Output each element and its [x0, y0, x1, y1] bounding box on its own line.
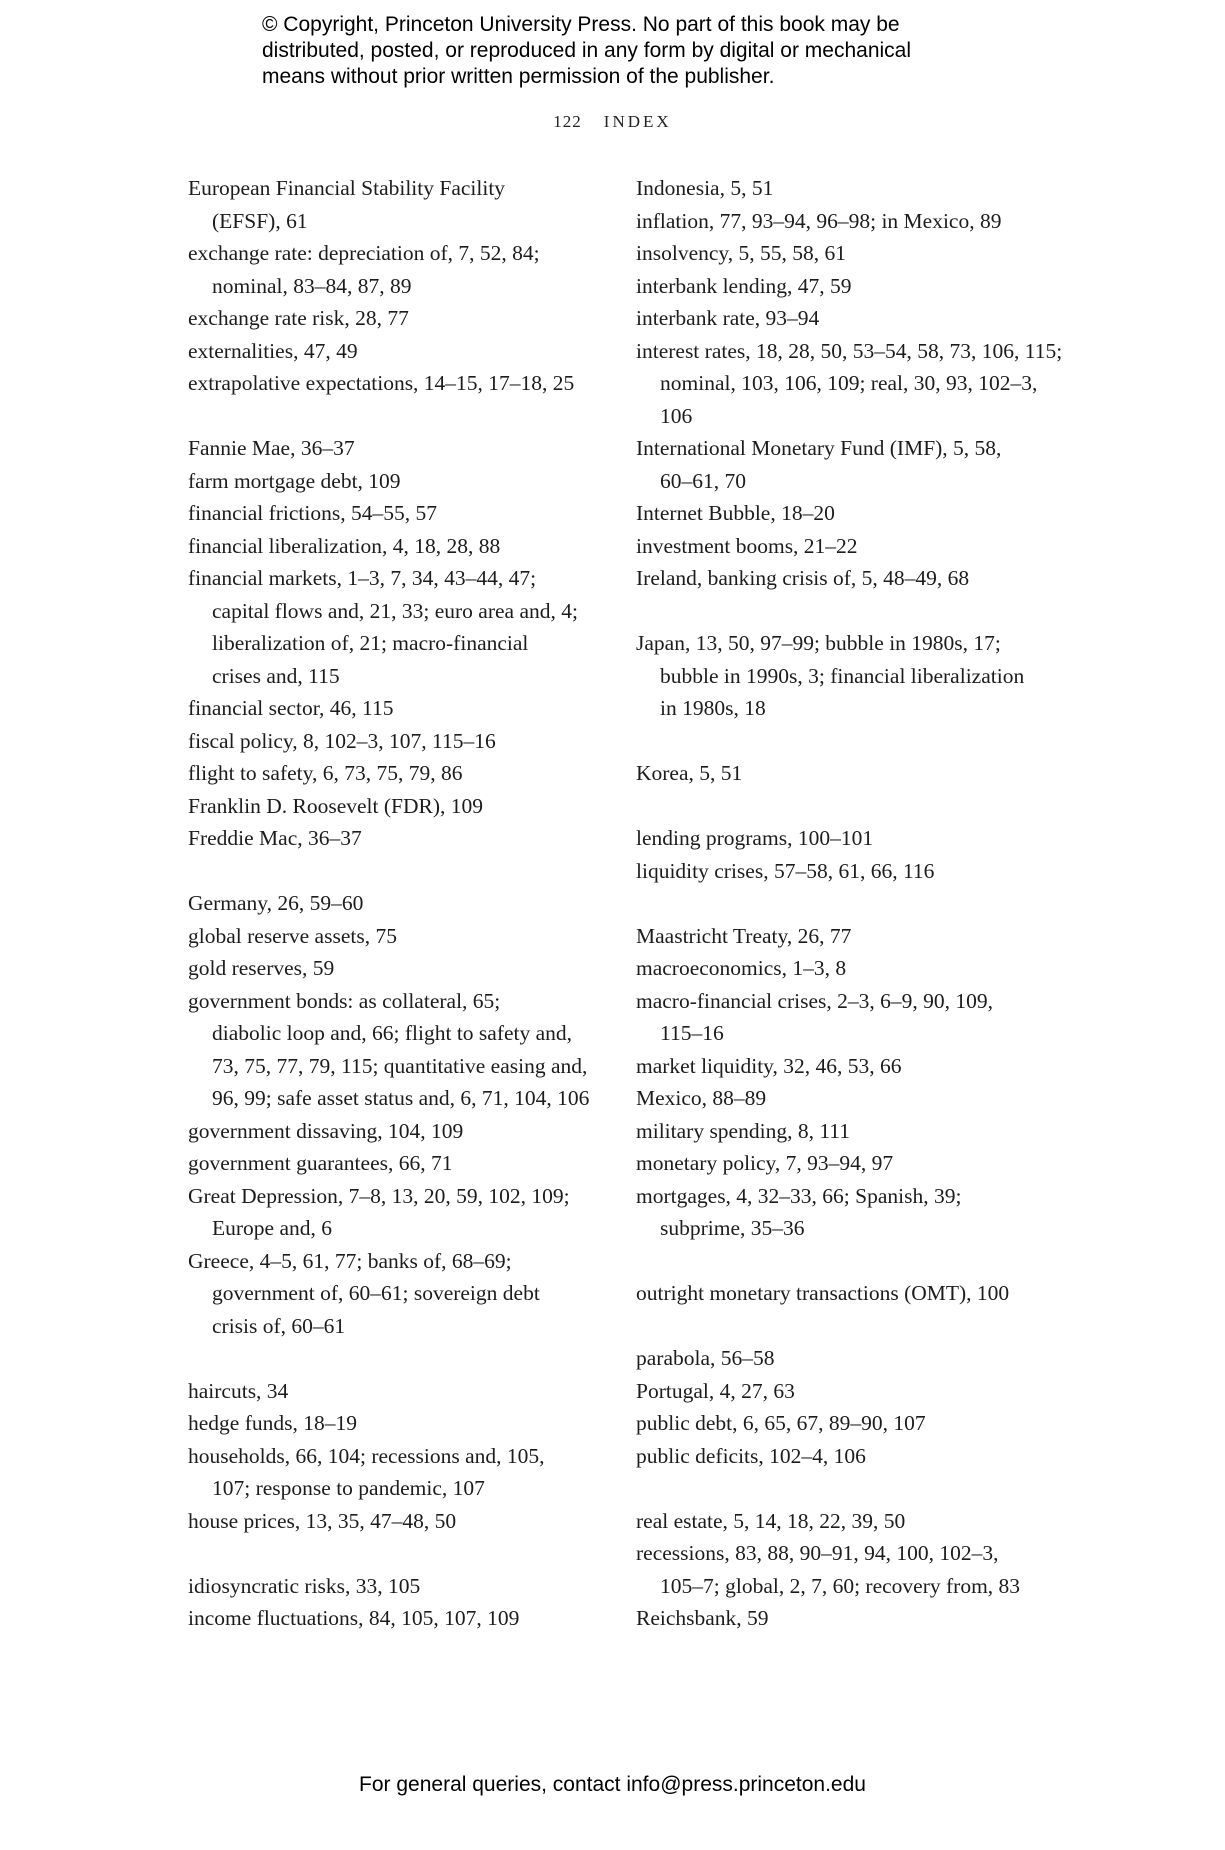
index-entry	[636, 1082, 1066, 1115]
letter-group-gap	[636, 1310, 1066, 1343]
index-entry-line: fiscal policy, 8, 102–3, 107, 115–16	[188, 728, 496, 753]
index-entry-continuation: crisis of, 60–61	[212, 1313, 346, 1338]
index-entry	[636, 335, 1066, 433]
index-entry-line: liquidity crises, 57–58, 61, 66, 116	[636, 858, 935, 883]
index-entry	[188, 725, 618, 758]
index-entry	[636, 237, 1066, 270]
index-entry	[636, 270, 1066, 303]
index-entry	[188, 335, 618, 368]
index-entry	[188, 920, 618, 953]
index-entry	[188, 1407, 618, 1440]
running-head-title: INDEX	[603, 112, 672, 131]
index-entry	[188, 1147, 618, 1180]
index-entry-continuation: (EFSF), 61	[212, 208, 308, 233]
index-entry-line: market liquidity, 32, 46, 53, 66	[636, 1053, 902, 1078]
index-entry-line: Fannie Mae, 36–37	[188, 436, 355, 460]
index-entry-line: externalities, 47, 49	[188, 338, 358, 363]
index-entry-line: recessions, 83, 88, 90–91, 94, 100, 102–3,	[636, 1541, 999, 1565]
index-entry	[636, 1407, 1066, 1440]
index-entry-continuation: Europe and, 6	[212, 1216, 333, 1240]
index-entry-line: Freddie Mac, 36–37	[188, 826, 362, 850]
index-entry	[188, 985, 618, 1115]
index-entry	[188, 432, 618, 465]
index-entry-line: inflation, 77, 93–94, 96–98; in Mexico, 89	[636, 208, 1002, 233]
index-entry-line: public debt, 6, 65, 67, 89–90, 107	[636, 1411, 926, 1435]
footer-contact: For general queries, contact info@press.princeton.edu	[359, 1773, 866, 1796]
index-entry	[636, 1050, 1066, 1083]
index-entry	[188, 887, 618, 920]
index-entry-line: idiosyncratic risks, 33, 105	[188, 1573, 421, 1598]
index-entry-line: house prices, 13, 35, 47–48, 50	[188, 1508, 457, 1533]
index-entry-line: extrapolative expectations, 14–15, 17–18, 25	[188, 371, 575, 395]
index-entry	[636, 1115, 1066, 1148]
index-entry-continuation: 60–61, 70	[660, 468, 746, 493]
index-entry-line: households, 66, 104; recessions and, 105,	[188, 1443, 545, 1468]
index-entry-continuation: 107; response to pandemic, 107	[212, 1476, 485, 1500]
index-entry-line: financial frictions, 54–55, 57	[188, 501, 437, 525]
page-number: 122	[553, 112, 582, 131]
index-entry	[636, 1180, 1066, 1245]
index-entry-continuation: nominal, 103, 106, 109; real, 30, 93, 102–3,	[660, 371, 1038, 395]
index-entry	[636, 205, 1066, 238]
index-entry-continuation: liberalization of, 21; macro-financial	[212, 631, 529, 655]
index-entry-line: income fluctuations, 84, 105, 107, 109	[188, 1606, 520, 1630]
index-entry	[636, 172, 1066, 205]
index-entry-continuation: subprime, 35–36	[660, 1216, 805, 1240]
index-entry	[636, 497, 1066, 530]
index-entry	[636, 302, 1066, 335]
index-entry	[636, 985, 1066, 1050]
index-entry	[188, 497, 618, 530]
index-entry-line: Portugal, 4, 27, 63	[636, 1378, 795, 1403]
index-entry	[188, 530, 618, 563]
index-entry	[636, 1602, 1066, 1635]
index-entry-line: haircuts, 34	[188, 1378, 289, 1403]
index-entry	[636, 855, 1066, 888]
index-entry-continuation: 96, 99; safe asset status and, 6, 71, 104, 106	[212, 1086, 590, 1110]
index-entry	[188, 237, 618, 302]
index-entry-line: Internet Bubble, 18–20	[636, 501, 835, 525]
index-entry-line: interbank lending, 47, 59	[636, 273, 852, 298]
index-entry-line: real estate, 5, 14, 18, 22, 39, 50	[636, 1508, 906, 1533]
index-entry-line: Reichsbank, 59	[636, 1606, 769, 1630]
copyright-line: means without prior written permission of the publisher.	[262, 65, 775, 88]
index-entry	[636, 1505, 1066, 1538]
index-entry-continuation: 115–16	[660, 1021, 724, 1045]
letter-group-gap	[636, 595, 1066, 628]
index-entry	[636, 530, 1066, 563]
index-column-right	[636, 172, 1066, 1635]
index-entry-line: military spending, 8, 111	[636, 1118, 850, 1143]
index-entry-line: lending programs, 100–101	[636, 826, 874, 850]
index-entry-continuation: government of, 60–61; sovereign debt	[212, 1281, 540, 1305]
index-entry	[188, 367, 618, 400]
index-entry	[188, 172, 618, 237]
letter-group-gap	[636, 1245, 1066, 1278]
index-entry	[636, 627, 1066, 725]
index-entry	[188, 302, 618, 335]
index-entry-line: interbank rate, 93–94	[636, 306, 820, 330]
index-entry-line: financial liberalization, 4, 18, 28, 88	[188, 533, 501, 558]
index-entry	[188, 1180, 618, 1245]
copyright-notice	[262, 12, 982, 90]
index-entry-continuation: diabolic loop and, 66; flight to safety and,	[212, 1021, 573, 1045]
index-entry-line: financial sector, 46, 115	[188, 696, 394, 720]
index-entry	[188, 1602, 618, 1635]
letter-group-gap	[188, 400, 618, 433]
index-entry	[188, 692, 618, 725]
index-entry-line: European Financial Stability Facility	[188, 176, 506, 200]
index-entry	[188, 822, 618, 855]
index-entry-line: financial markets, 1–3, 7, 34, 43–44, 47;	[188, 566, 537, 590]
copyright-line: © Copyright, Princeton University Press. No part of this book may be	[262, 13, 900, 36]
index-entry	[636, 1537, 1066, 1602]
letter-group-gap	[188, 855, 618, 888]
index-entry-line: investment booms, 21–22	[636, 533, 858, 558]
index-entry-line: monetary policy, 7, 93–94, 97	[636, 1151, 894, 1175]
index-entry-continuation: bubble in 1990s, 3; financial liberalization	[660, 663, 1025, 688]
index-entry-line: Maastricht Treaty, 26, 77	[636, 923, 852, 948]
index-entry	[636, 952, 1066, 985]
letter-group-gap	[636, 725, 1066, 758]
index-entry-line: mortgages, 4, 32–33, 66; Spanish, 39;	[636, 1183, 962, 1208]
index-entry-line: farm mortgage debt, 109	[188, 468, 401, 493]
index-entry-line: International Monetary Fund (IMF), 5, 58,	[636, 436, 1002, 460]
index-entry-line: Germany, 26, 59–60	[188, 891, 364, 915]
index-entry	[188, 1245, 618, 1343]
index-entry-line: outright monetary transactions (OMT), 100	[636, 1281, 1010, 1305]
index-entry-line: macro-financial crises, 2–3, 6–9, 90, 109,	[636, 988, 994, 1013]
index-entry-line: interest rates, 18, 28, 50, 53–54, 58, 73, 106, 115;	[636, 338, 1063, 363]
index-entry	[188, 465, 618, 498]
index-entry-line: government dissaving, 104, 109	[188, 1118, 464, 1143]
index-column-left	[188, 172, 618, 1635]
index-entry-line: insolvency, 5, 55, 58, 61	[636, 241, 847, 265]
index-entry	[636, 757, 1066, 790]
index-entry-line: exchange rate risk, 28, 77	[188, 306, 409, 330]
index-entry-line: Indonesia, 5, 51	[636, 176, 774, 200]
index-entry-line: macroeconomics, 1–3, 8	[636, 956, 847, 980]
index-entry-line: gold reserves, 59	[188, 956, 335, 980]
index-entry-line: parabola, 56–58	[636, 1346, 775, 1370]
index-entry	[188, 1570, 618, 1603]
index-entry-continuation: 73, 75, 77, 79, 115; quantitative easing and,	[212, 1053, 588, 1078]
index-entry-line: Franklin D. Roosevelt (FDR), 109	[188, 793, 484, 818]
index-entry	[188, 757, 618, 790]
index-entry-line: government bonds: as collateral, 65;	[188, 988, 501, 1013]
index-entry	[188, 1375, 618, 1408]
running-head	[0, 112, 1225, 132]
index-entry-line: Korea, 5, 51	[636, 761, 743, 785]
index-entry-continuation: 105–7; global, 2, 7, 60; recovery from, 83	[660, 1573, 1021, 1598]
index-entry-continuation: crises and, 115	[212, 663, 340, 688]
index-entry	[636, 1440, 1066, 1473]
index-entry	[636, 920, 1066, 953]
index-entry-line: Greece, 4–5, 61, 77; banks of, 68–69;	[188, 1248, 512, 1273]
letter-group-gap	[188, 1537, 618, 1570]
letter-group-gap	[636, 1472, 1066, 1505]
index-entry	[188, 790, 618, 823]
index-entry-line: exchange rate: depreciation of, 7, 52, 84;	[188, 241, 540, 265]
index-entry-continuation: 106	[660, 403, 693, 428]
letter-group-gap	[636, 887, 1066, 920]
index-entry-continuation: capital flows and, 21, 33; euro area and, 4;	[212, 598, 578, 623]
index-entry	[636, 1147, 1066, 1180]
index-entry	[188, 562, 618, 692]
index-entry	[636, 562, 1066, 595]
index-entry-line: public deficits, 102–4, 106	[636, 1443, 866, 1468]
letter-group-gap	[188, 1342, 618, 1375]
index-entry-line: government guarantees, 66, 71	[188, 1151, 453, 1175]
index-entry	[636, 1342, 1066, 1375]
index-entry-line: hedge funds, 18–19	[188, 1411, 357, 1435]
index-entry-line: flight to safety, 6, 73, 75, 79, 86	[188, 761, 463, 785]
index-entry-line: Japan, 13, 50, 97–99; bubble in 1980s, 17;	[636, 631, 1001, 655]
index-entry-line: global reserve assets, 75	[188, 923, 397, 948]
letter-group-gap	[636, 790, 1066, 823]
index-entry	[636, 822, 1066, 855]
index-entry-line: Great Depression, 7–8, 13, 20, 59, 102, 109;	[188, 1183, 570, 1208]
index-entry	[188, 952, 618, 985]
index-entry	[188, 1440, 618, 1505]
index-entry	[636, 432, 1066, 497]
index-entry	[636, 1277, 1066, 1310]
index-entry-line: Mexico, 88–89	[636, 1086, 767, 1110]
index-entry-line: Ireland, banking crisis of, 5, 48–49, 68	[636, 566, 970, 590]
index-entry	[636, 1375, 1066, 1408]
index-entry-continuation: in 1980s, 18	[660, 696, 766, 720]
index-entry-continuation: nominal, 83–84, 87, 89	[212, 273, 412, 298]
copyright-line: distributed, posted, or reproduced in any form by digital or mechanical	[262, 39, 912, 62]
index-entry	[188, 1115, 618, 1148]
index-entry	[188, 1505, 618, 1538]
